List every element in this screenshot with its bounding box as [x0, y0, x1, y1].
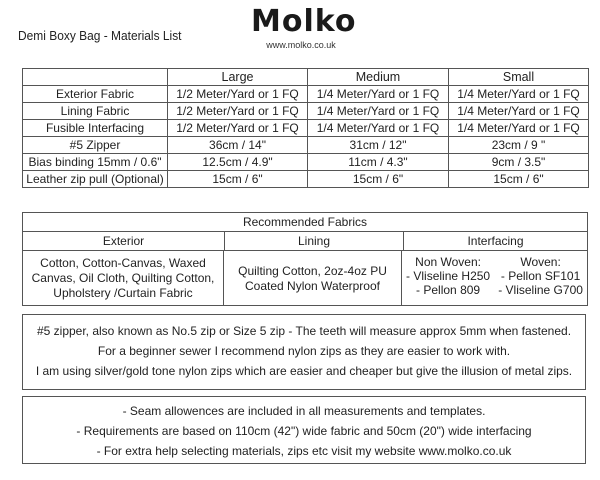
column-header-small: Small [449, 69, 589, 86]
table-cell: 1/2 Meter/Yard or 1 FQ [168, 120, 308, 137]
table-row [23, 86, 589, 103]
fabrics-col-interfacing: Interfacing [467, 234, 524, 248]
list-item: - Vliseline H250 [406, 269, 491, 283]
table-cell: 1/4 Meter/Yard or 1 FQ [308, 86, 449, 103]
table-cell: 36cm / 14" [168, 137, 308, 154]
row-label: Exterior Fabric [23, 86, 168, 103]
note-line: - For extra help selecting materials, zips etc visit my website www.molko.co.uk [96, 444, 512, 458]
list-item: - Pellon 809 [416, 283, 481, 297]
fabrics-col-exterior: Exterior [23, 232, 225, 250]
materials-corner-cell [23, 69, 168, 86]
table-cell: 1/4 Meter/Yard or 1 FQ [308, 120, 449, 137]
materials-header-row [23, 69, 589, 86]
exterior-fabrics-text: Cotton, Cotton-Canvas, Waxed Canvas, Oil Cloth, Quilting Cotton, Upholstery /Curtain Fabric [23, 251, 224, 306]
note-line: For a beginner sewer I recommend nylon zips as they are easier to work with. [97, 344, 511, 358]
materials-table [22, 68, 589, 188]
woven-group [498, 255, 583, 297]
fabrics-column-headers [23, 232, 587, 251]
lining-fabrics-text: Quilting Cotton, 2oz-4oz PU Coated Nylon Waterproof [224, 251, 402, 306]
woven-title: Woven: [520, 255, 561, 269]
row-label: Fusible Interfacing [23, 120, 168, 137]
table-cell: 15cm / 6" [168, 171, 308, 188]
table-cell: 12.5cm / 4.9" [168, 154, 308, 171]
note-line: - Seam allowences are included in all measurements and templates. [122, 404, 486, 418]
table-cell: 9cm / 3.5" [449, 154, 589, 171]
general-notes-box [22, 396, 586, 464]
note-line: I am using silver/gold tone nylon zips which are easier and cheaper but give the illusion of metal zips. [35, 364, 573, 378]
zipper-note-box [22, 314, 586, 390]
table-cell: 23cm / 9 " [449, 137, 589, 154]
table-cell: 15cm / 6" [449, 171, 589, 188]
row-label: Leather zip pull (Optional) [23, 171, 168, 188]
table-cell: 1/2 Meter/Yard or 1 FQ [168, 103, 308, 120]
table-cell: 31cm / 12" [308, 137, 449, 154]
list-item: - Pellon SF101 [500, 269, 581, 283]
table-cell: 1/4 Meter/Yard or 1 FQ [449, 120, 589, 137]
note-line: - Requirements are based on 110cm (42") wide fabric and 50cm (20") wide interfacing [76, 424, 532, 438]
table-cell: 15cm / 6" [308, 171, 449, 188]
table-cell: 1/4 Meter/Yard or 1 FQ [449, 103, 589, 120]
row-label: #5 Zipper [23, 137, 168, 154]
fabrics-col-lining: Lining [225, 232, 404, 250]
table-cell: 1/4 Meter/Yard or 1 FQ [308, 103, 449, 120]
table-cell: 1/4 Meter/Yard or 1 FQ [449, 86, 589, 103]
list-item: - Vliseline G700 [498, 283, 583, 297]
column-header-large: Large [168, 69, 308, 86]
non-woven-group [406, 255, 490, 297]
fabrics-title: Recommended Fabrics [23, 213, 587, 232]
column-header-medium: Medium [308, 69, 449, 86]
brand-logo [251, 4, 357, 50]
table-row [23, 154, 589, 171]
fabrics-body [23, 251, 587, 306]
row-label: Lining Fabric [23, 103, 168, 120]
recommended-fabrics-box [22, 212, 588, 306]
logo-wordmark: Molko [251, 4, 357, 39]
table-cell: 1/2 Meter/Yard or 1 FQ [168, 86, 308, 103]
logo-website: www.molko.co.uk [266, 40, 336, 50]
table-row [23, 171, 589, 188]
table-cell: 11cm / 4.3" [308, 154, 449, 171]
row-label: Bias binding 15mm / 0.6" [23, 154, 168, 171]
non-woven-title: Non Woven: [415, 255, 481, 269]
table-row [23, 120, 589, 137]
page-title: Demi Boxy Bag - Materials List [18, 28, 182, 43]
table-row [23, 137, 589, 154]
note-line: #5 zipper, also known as No.5 zip or Size 5 zip - The teeth will measure approx 5mm when fastened. [36, 324, 572, 338]
table-row [23, 103, 589, 120]
interfacing-options [402, 251, 587, 306]
